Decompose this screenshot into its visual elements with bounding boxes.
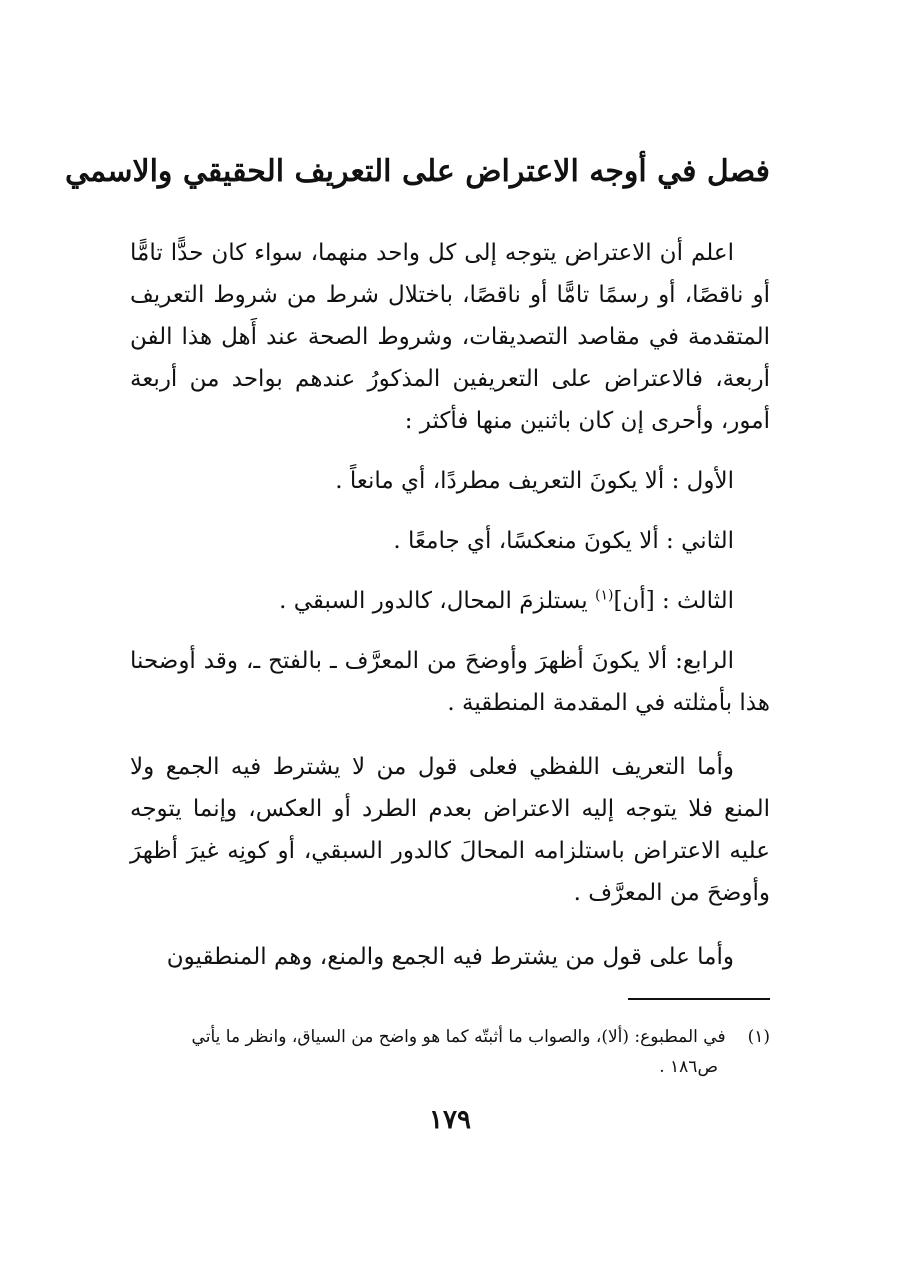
paragraph-intro: اعلم أن الاعتراض يتوجه إلى كل واحد منهما، سواء كان حدًّا تامًّا أو ناقصًا، أو رسمًا تامًّا أو ناقصًا، باختلال شرط من شروط التعريف المتقدمة في مقاصد التصديقات، وشروط الصحة عند أَهل هذا الفن أربعة، فالاعتراض على التعريفين المذكورُ عندهم بواحد من أربعة أمور، وأحرى إن كان باثنين منها فأكثر : — [130, 240, 770, 434]
section-title: فصل في أوجه الاعتراض على التعريف الحقيقي والاسمي — [65, 154, 770, 189]
list-item-third-start: الثالث : [أن] — [613, 588, 734, 614]
list-item-second: الثاني : ألا يكونَ منعكسًا، أي جامعًا . — [393, 528, 734, 554]
paragraph-continuation: وأما على قول من يشترط فيه الجمع والمنع، وهم المنطقيون — [166, 944, 734, 970]
page-number: ١٧٩ — [429, 1105, 471, 1135]
footnote-text: في المطبوع: (ألا)، والصواب ما أثبتّه كما هو واضح من السياق، وانظر ما يأتي — [191, 1027, 726, 1047]
list-item-third — [130, 580, 770, 622]
list-item-first: الأول : ألا يكونَ التعريف مطردًا، أي مانعاً . — [335, 468, 734, 494]
footnote-continuation: ص١٨٦ . — [659, 1057, 718, 1077]
footnote-number: (١) — [747, 1027, 770, 1047]
paragraph-verbal-definition: وأما التعريف اللفظي فعلى قول من لا يشترط فيه الجمع ولا المنع فلا يتوجه إليه الاعتراض بعدم الطرد أو العكس، وإنما يتوجه عليه الاعتراض باستلزامه المحالَ كالدور السبقي، أو كونِه غيرَ أظهرَ وأوضحَ من المعرَّف . — [130, 754, 770, 906]
list-item-third-end: يستلزمَ المحال، كالدور السبقي . — [279, 588, 595, 614]
list-item-fourth: الرابع: ألا يكونَ أظهرَ وأوضحَ من المعرَّف ـ بالفتح ـ، وقد أوضحنا هذا بأمثلته في المقدمة المنطقية . — [130, 648, 770, 716]
footnote — [130, 1022, 770, 1082]
footnote-separator — [628, 998, 770, 1000]
body-text — [130, 232, 770, 978]
footnote-reference[interactable]: (١) — [594, 587, 614, 604]
